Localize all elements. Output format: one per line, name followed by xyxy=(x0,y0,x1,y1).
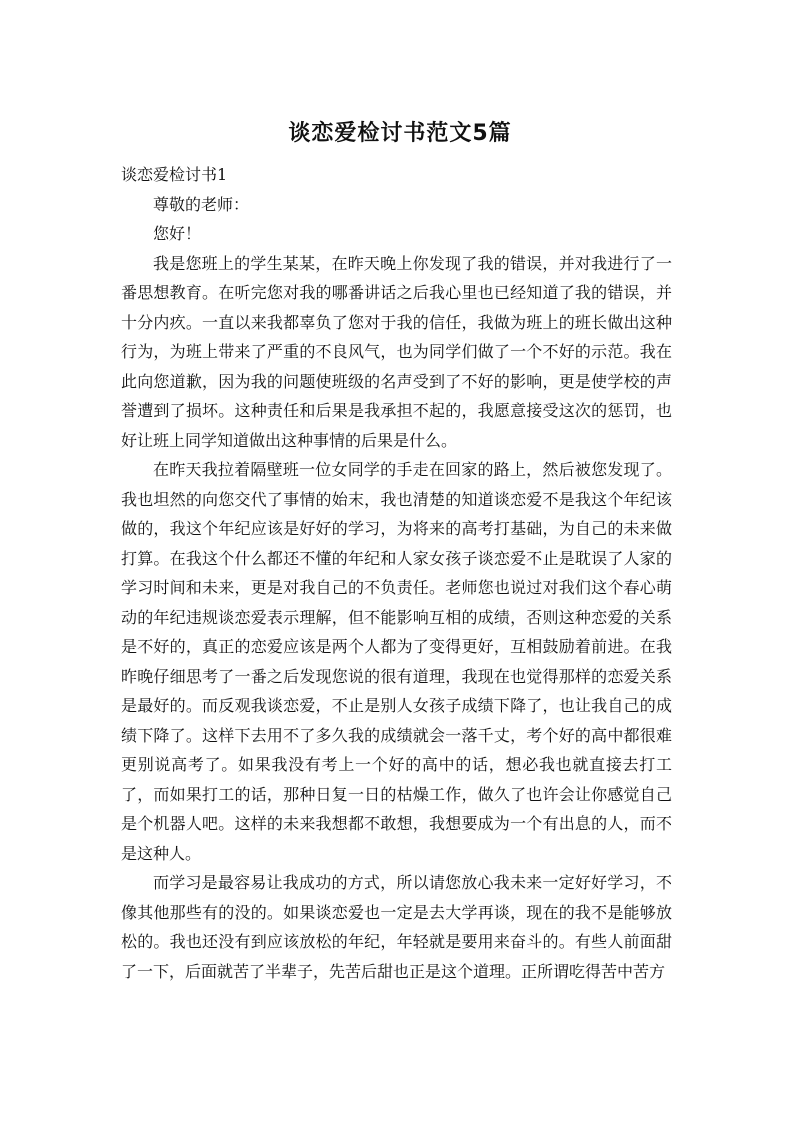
greeting: 您好！ xyxy=(153,224,202,243)
section-heading: 谈恋爱检讨书1 xyxy=(121,165,228,184)
body-paragraph: 在昨天我拉着隔壁班一位女同学的手走在回家的路上，然后被您发现了。我也坦然的向您交代了事情的始末，我也清楚的知道谈恋爱不是我这个年纪该做的，我这个年纪应该是好好的学习，为将来的高考打基础，为自己的未来做打算。在我这个什么都还不懂的年纪和人家女孩子谈恋爱不止是耽误了人家的学习时间和未来，更是对我自己的不负责任。老师您也说过对我们这个春心萌动的年纪违规谈恋爱表示理解，但不能影响互相的成绩，否则这种恋爱的关系是不好的，真正的恋爱应该是两个人都为了变得更好，互相鼓励着前进。在我昨晚仔细思考了一番之后发现您说的很有道理，我现在也觉得那样的恋爱关系是最好的。而反观我谈恋爱，不止是别人女孩子成绩下降了，也让我自己的成绩下降了。这样下去用不了多久我的成绩就会一落千丈，考个好的高中都很难更别说高考了。如果我没有考上一个好的高中的话，想必我也就直接去打工了，而如果打工的话，那种日复一日的枯燥工作，做久了也许会让你感觉自己是个机器人吧。这样的未来我想都不敢想，我想要成为一个有出息的人，而不是这种人。 xyxy=(121,460,672,863)
document-body xyxy=(121,160,672,986)
salutation: 尊敬的老师： xyxy=(153,194,250,214)
body-paragraph: 我是您班上的学生某某，在昨天晚上你发现了我的错误，并对我进行了一番思想教育。在听完您对我的哪番讲话之后我心里也已经知道了我的错误，并十分内疚。一直以来我都辜负了您对于我的信任，我做为班上的班长做出这种行为，为班上带来了严重的不良风气，也为同学们做了一个不好的示范。我在此向您道歉，因为我的问题使班级的名声受到了不好的影响，更是使学校的声誉遭到了损坏。这种责任和后果是我承担不起的，我愿意接受这次的惩罚，也好让班上同学知道做出这种事情的后果是什么。 xyxy=(121,253,672,450)
body-paragraph: 而学习是最容易让我成功的方式，所以请您放心我未来一定好好学习，不像其他那些有的没的。如果谈恋爱也一定是去大学再谈，现在的我不是能够放松的。我也还没有到应该放松的年纪，年轻就是要用来奋斗的。有些人前面甜了一下，后面就苦了半辈子，先苦后甜也正是这个道理。正所谓吃得苦中苦方 xyxy=(121,873,672,981)
document-title: 谈恋爱检讨书范文5篇 xyxy=(288,121,512,146)
